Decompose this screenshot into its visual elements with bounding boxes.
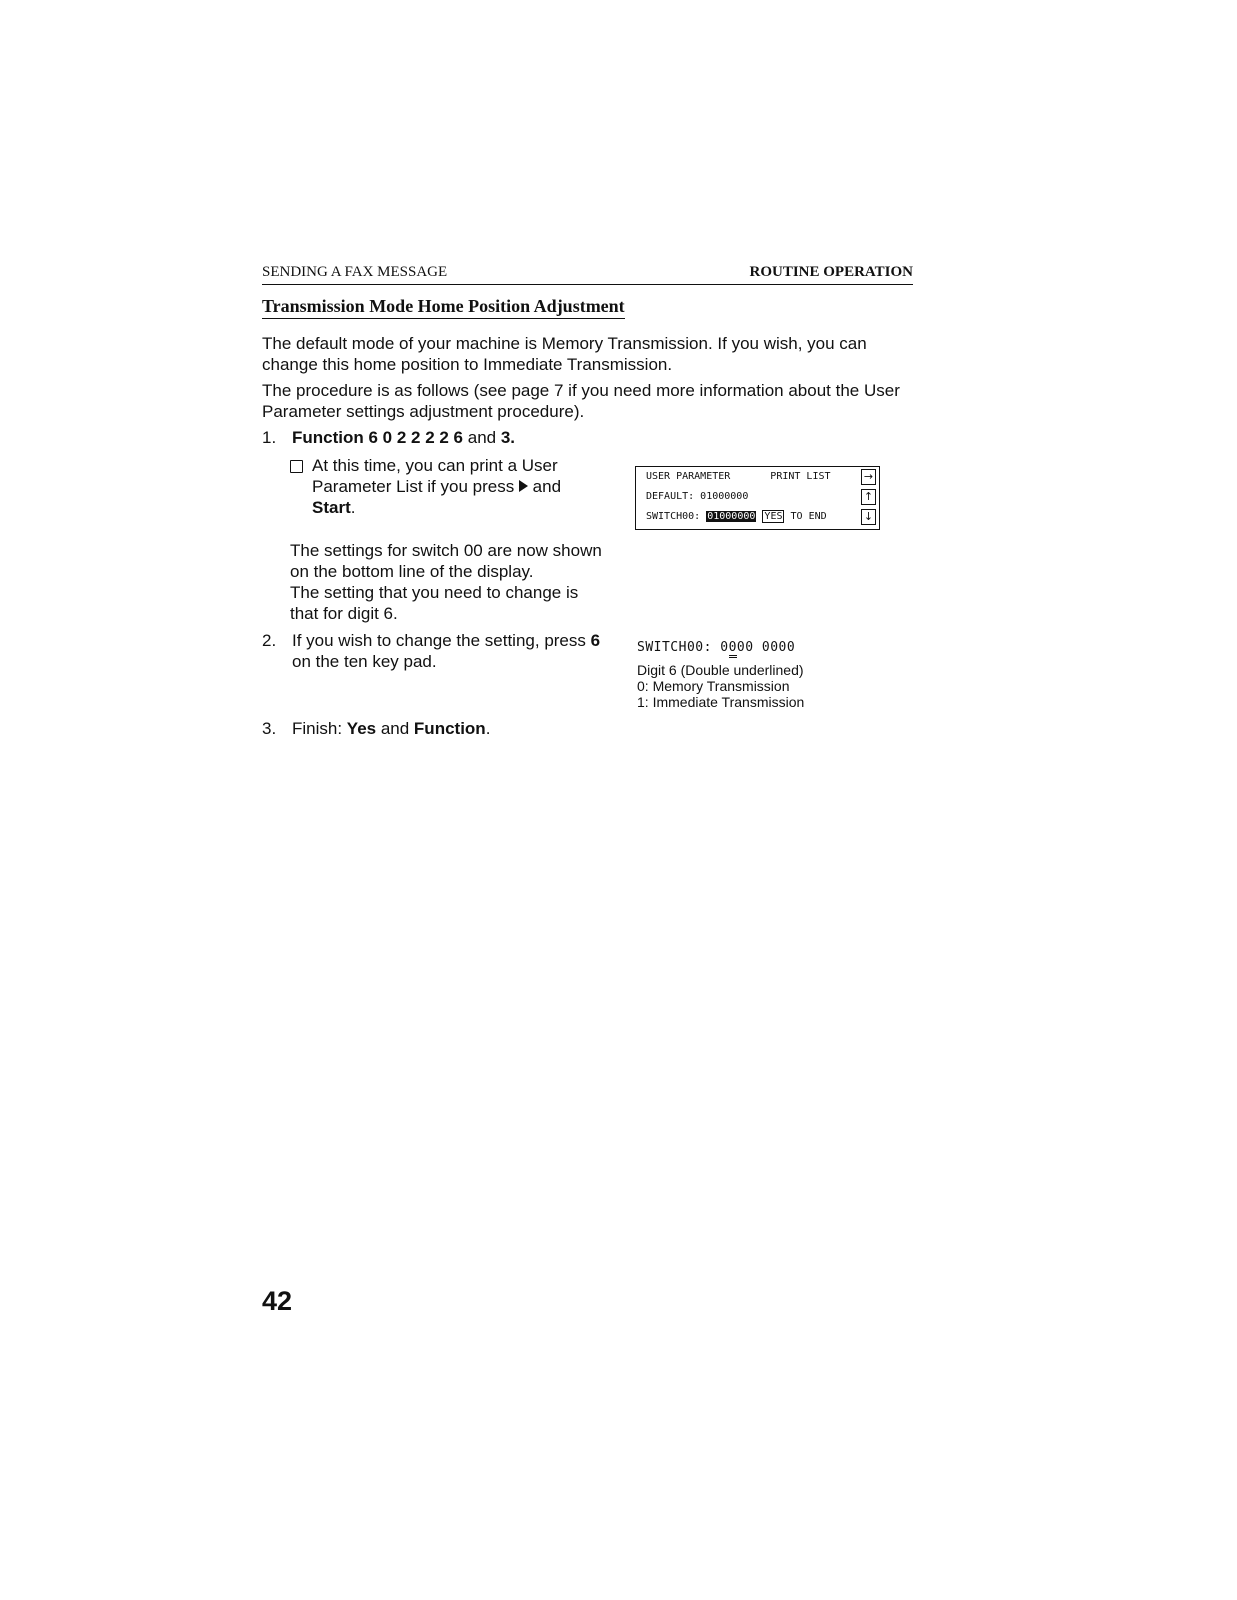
checkbox-bullet-icon bbox=[290, 460, 303, 473]
lcd-row-3: SWITCH00: 01000000 YES TO END bbox=[646, 511, 827, 522]
lcd-display bbox=[635, 466, 880, 530]
lcd-row-1: USER PARAMETER PRINT LIST bbox=[646, 471, 831, 482]
header-left: SENDING A FAX MESSAGE bbox=[262, 264, 448, 280]
step-number: 2. bbox=[262, 631, 277, 650]
key-3: 3. bbox=[500, 428, 516, 447]
function-key: Function bbox=[413, 719, 486, 738]
caption-line-2: 0: Memory Transmission bbox=[637, 678, 790, 694]
lcd-yes-box: YES bbox=[764, 511, 783, 522]
arrow-right-icon: → bbox=[861, 469, 876, 485]
arrow-down-icon: ↓ bbox=[861, 509, 876, 525]
header-right: ROUTINE OPERATION bbox=[749, 264, 913, 280]
double-underlined-digit: 0 bbox=[729, 640, 737, 658]
intro-paragraph-1: The default mode of your machine is Memory Transmission. If you wish, you can change this home position to Immediate Transmission. bbox=[262, 334, 867, 374]
arrow-up-icon: ↑ bbox=[861, 489, 876, 505]
step-text: If you wish to change the setting, press 6 on the ten key pad. bbox=[292, 631, 601, 671]
start-key: Start bbox=[312, 498, 351, 517]
page-number: 42 bbox=[262, 1286, 293, 1316]
caption-line-3: 1: Immediate Transmission bbox=[637, 694, 805, 710]
note-text: At this time, you can print a User Parameter List if you press and Start. bbox=[312, 456, 562, 517]
section-title: Transmission Mode Home Position Adjustment bbox=[262, 296, 625, 319]
lcd-row-2: DEFAULT: 01000000 bbox=[646, 491, 749, 502]
yes-key: Yes bbox=[346, 719, 377, 738]
key-6: 6 bbox=[590, 631, 601, 650]
play-arrow-icon bbox=[519, 480, 528, 492]
step-number: 3. bbox=[262, 719, 277, 738]
step-text: Finish: Yes and Function. bbox=[292, 719, 491, 738]
intro-paragraph-2: The procedure is as follows (see page 7 if you need more information about the User Parameter settings adjustment procedure). bbox=[262, 381, 900, 421]
step-number: 1. bbox=[262, 428, 277, 447]
step-text: Function 6 0 2 2 2 2 6 and 3. bbox=[292, 428, 516, 447]
running-header bbox=[262, 262, 913, 285]
lcd-switch-value: 01000000 bbox=[707, 511, 756, 522]
switch-display-line: SWITCH00: 0000 0000 bbox=[637, 640, 795, 655]
caption-line-1: Digit 6 (Double underlined) bbox=[637, 662, 804, 678]
key-sequence: Function 6 0 2 2 2 2 6 bbox=[292, 428, 464, 447]
